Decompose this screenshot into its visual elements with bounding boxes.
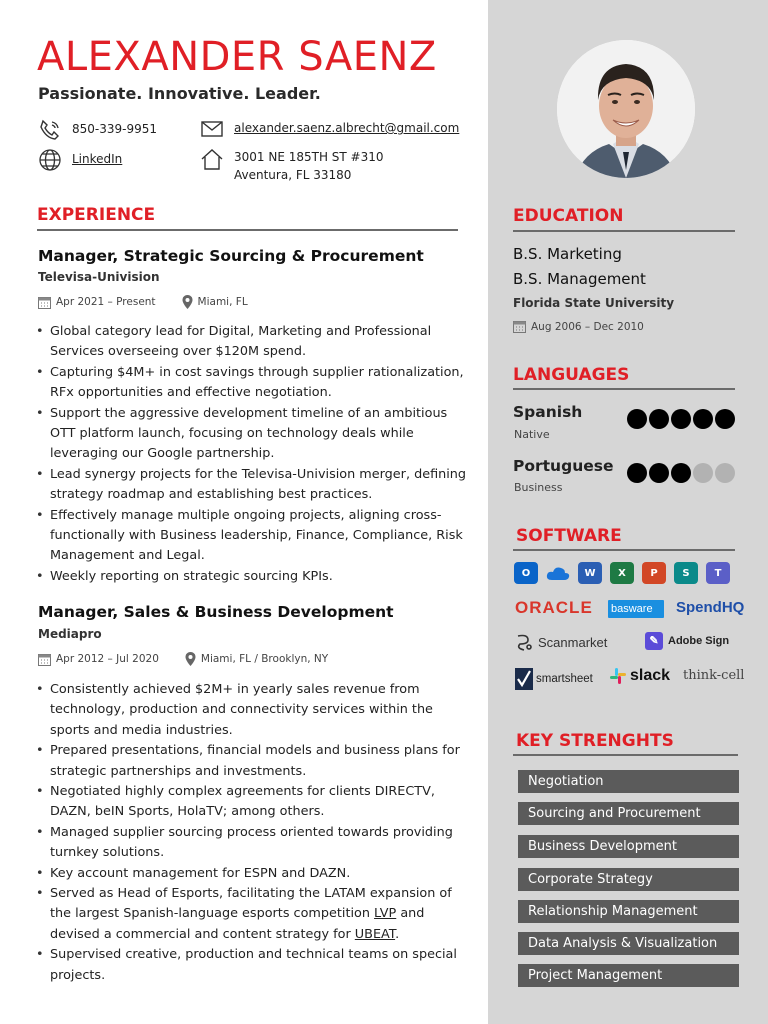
home-icon: [200, 148, 224, 170]
location-pin-icon: [185, 652, 196, 666]
job-dates-1: Apr 2021 – Present: [56, 296, 156, 308]
language-level-1: Native: [514, 428, 550, 441]
language-rating-1: [627, 409, 735, 429]
education-dates-row: [513, 320, 644, 333]
scanmarket-icon: [514, 632, 534, 652]
list-item: • Consistently achieved $2M+ in yearly sales revenue from technology, production and connectivity services within the sports and media industries.: [36, 680, 468, 741]
rating-dot-filled: [671, 463, 691, 483]
list-item: [36, 884, 468, 945]
job-bullets-2: [36, 680, 468, 986]
language-rating-2: [627, 463, 735, 483]
scanmarket-label: Scanmarket: [538, 634, 608, 650]
strengths-heading: KEY STRENGHTS: [516, 731, 674, 751]
rating-dot-filled: [671, 409, 691, 429]
job-location-2: Miami, FL / Brooklyn, NY: [200, 653, 329, 665]
language-level-2: Business: [514, 481, 563, 494]
strength-item: Sourcing and Procurement: [518, 802, 739, 825]
envelope-icon: [200, 119, 224, 139]
linkedin-link[interactable]: LinkedIn: [72, 152, 123, 166]
spendhq-logo: SpendHQ: [676, 599, 745, 616]
education-heading: EDUCATION: [513, 206, 624, 226]
strength-item: Negotiation: [518, 770, 739, 793]
languages-heading: LANGUAGES: [513, 365, 630, 385]
candidate-name: ALEXANDER SAENZ: [37, 34, 437, 80]
excel-icon: X: [610, 562, 634, 584]
office-icons-row: [514, 562, 730, 584]
phone-number[interactable]: 850-339-9951: [72, 122, 158, 136]
adobe-sign-icon: ✎: [645, 632, 663, 650]
thinkcell-logo: think-cell: [683, 668, 745, 683]
oracle-logo: ORACLE: [515, 598, 593, 617]
ubeat-link[interactable]: UBEAT: [354, 926, 396, 942]
slack-logo: [609, 667, 670, 685]
language-name-1: Spanish: [513, 403, 583, 421]
scanmarket-logo: [514, 632, 607, 652]
degree-1: B.S. Marketing: [513, 245, 622, 263]
list-item: • Capturing $4M+ in cost savings through supplier rationalization, RFx opportunities and effective negotiation.: [36, 363, 468, 404]
smartsheet-logo: [515, 668, 593, 690]
phone-contact: [38, 119, 157, 141]
strength-item: Data Analysis & Visualization: [518, 932, 739, 955]
education-dates: Aug 2006 – Dec 2010: [531, 320, 644, 333]
rating-dot-filled: [627, 409, 647, 429]
list-item: • Supervised creative, production and technical teams on special projects.: [36, 945, 468, 986]
calendar-icon: [38, 296, 51, 309]
strength-item: Relationship Management: [518, 900, 739, 923]
calendar-icon: [513, 320, 526, 333]
location-pin-icon: [182, 295, 193, 309]
list-item: • Managed supplier sourcing process oriented towards providing turnkey solutions.: [36, 823, 468, 864]
job-location-1: Miami, FL: [197, 296, 248, 308]
bullet-text: and devised a commercial and content strategy for: [50, 906, 425, 942]
experience-heading: EXPERIENCE: [37, 205, 156, 225]
powerpoint-icon: P: [642, 562, 666, 584]
rating-dot-empty: [693, 463, 713, 483]
list-item: • Negotiated highly complex agreements for clients DIRECTV, DAZN, beIN Sports, HolaTV; among others.: [36, 782, 468, 823]
lvp-link[interactable]: LVP: [374, 906, 397, 922]
bullet-text: Served as Head of Esports, facilitating the LATAM expansion of the largest Spanish-language esports competition: [50, 886, 452, 922]
education-divider: [513, 230, 735, 232]
linkedin-contact: [38, 148, 122, 172]
teams-icon: T: [706, 562, 730, 584]
globe-icon: [38, 148, 62, 172]
address-line-2: Aventura, FL 33180: [234, 168, 352, 182]
strengths-divider: [513, 754, 738, 756]
company-2: Mediapro: [38, 627, 102, 641]
job-title-1: Manager, Strategic Sourcing & Procurement: [38, 247, 424, 265]
job-meta-1: [38, 295, 274, 309]
onedrive-icon: [546, 562, 570, 584]
software-heading: SOFTWARE: [516, 526, 622, 546]
list-item: • Lead synergy projects for the Televisa-Univision merger, defining strategy roadmap and establishing best practices.: [36, 465, 468, 506]
list-item: • Prepared presentations, financial models and business plans for strategic partnerships and investments.: [36, 741, 468, 782]
smartsheet-label: smartsheet: [536, 673, 593, 685]
rating-dot-filled: [649, 409, 669, 429]
rating-dot-filled: [627, 463, 647, 483]
language-name-2: Portuguese: [513, 457, 614, 475]
tagline: Passionate. Innovative. Leader.: [38, 84, 321, 103]
rating-dot-filled: [693, 409, 713, 429]
list-item: • Global category lead for Digital, Marketing and Professional Services overseeing over $120M spend.: [36, 322, 468, 363]
list-item: • Key account management for ESPN and DAZN.: [36, 864, 468, 884]
bullet-text: .: [395, 926, 400, 942]
software-divider: [513, 549, 735, 551]
adobe-sign-logo: [645, 632, 729, 650]
languages-divider: [513, 388, 735, 390]
job-dates-2: Apr 2012 – Jul 2020: [56, 653, 159, 665]
word-icon: W: [578, 562, 602, 584]
outlook-icon: O: [514, 562, 538, 584]
rating-dot-filled: [649, 463, 669, 483]
sharepoint-icon: S: [674, 562, 698, 584]
adobe-sign-label: Adobe Sign: [668, 635, 730, 647]
school-name: Florida State University: [513, 296, 675, 310]
degree-2: B.S. Management: [513, 270, 646, 288]
address-block: [234, 148, 384, 184]
address-line-1: 3001 NE 185TH ST #310: [234, 150, 384, 164]
strength-item: Corporate Strategy: [518, 868, 739, 891]
job-title-2: Manager, Sales & Business Development: [38, 603, 394, 621]
phone-icon: [38, 119, 62, 141]
list-item: • Weekly reporting on strategic sourcing KPIs.: [36, 567, 468, 587]
email-link[interactable]: alexander.saenz.albrecht@gmail.com: [234, 121, 460, 135]
basware-logo: basware: [608, 600, 664, 618]
calendar-icon: [38, 653, 51, 666]
strength-item: Project Management: [518, 964, 739, 987]
list-item: • Support the aggressive development timeline of an ambitious OTT platform launch, focusing on technology deals while leveraging our Google partnership.: [36, 404, 468, 465]
list-item: • Effectively manage multiple ongoing projects, aligning cross-functionally with Business leadership, Finance, Compliance, Risk Management and Legal.: [36, 506, 468, 567]
job-bullets-1: [36, 322, 468, 587]
rating-dot-filled: [715, 409, 735, 429]
experience-divider: [37, 229, 458, 231]
slack-icon: [609, 667, 627, 685]
company-1: Televisa-Univision: [38, 270, 160, 284]
slack-label: slack: [630, 667, 671, 684]
avatar: [557, 40, 695, 178]
address-contact: [200, 148, 384, 184]
email-contact: [200, 119, 459, 139]
rating-dot-empty: [715, 463, 735, 483]
strength-item: Business Development: [518, 835, 739, 858]
job-meta-2: [38, 652, 354, 666]
profile-photo: [557, 40, 695, 178]
smartsheet-icon: [515, 668, 533, 690]
